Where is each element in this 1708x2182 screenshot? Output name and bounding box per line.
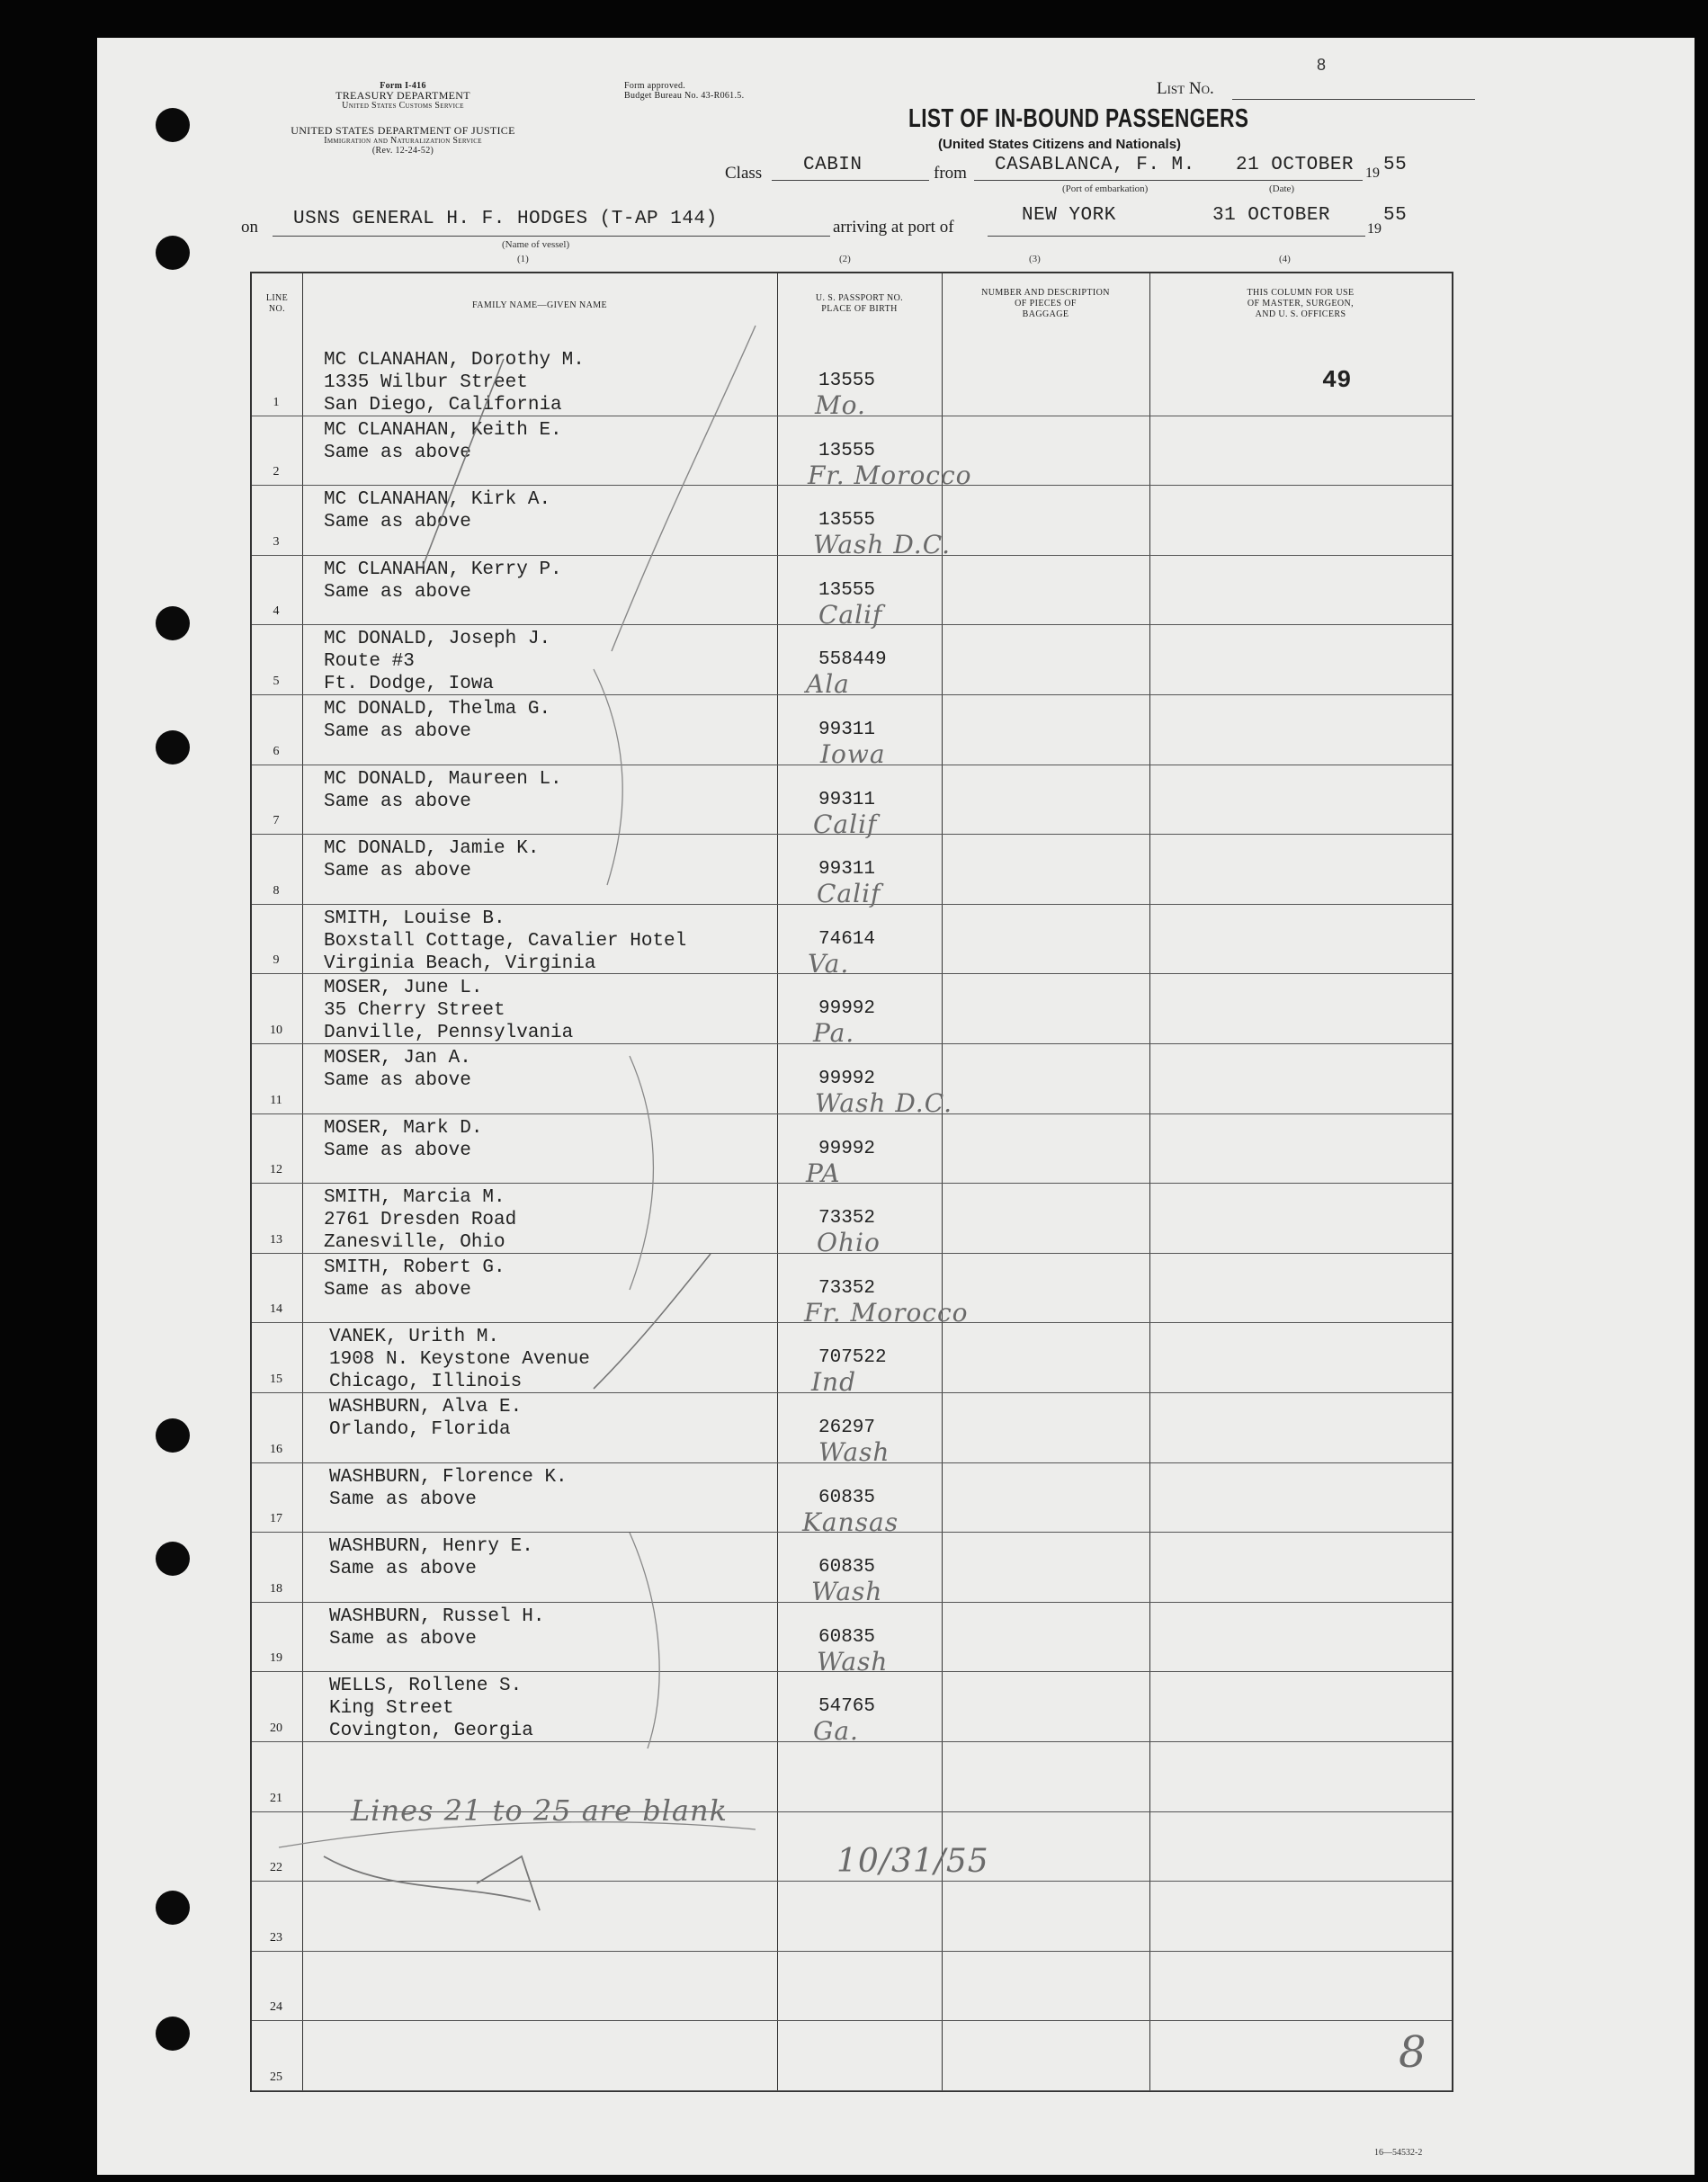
passport-number: 74614 [818, 928, 876, 950]
passenger-address: Same as above [324, 581, 471, 603]
passenger-address: Route #3 [324, 651, 415, 673]
place-of-birth: Wash D.C. [813, 530, 952, 560]
binder-hole [156, 730, 190, 765]
ins-service: Immigration and Naturalization Service [324, 136, 482, 146]
vessel-caption: (Name of vessel) [502, 239, 570, 250]
place-of-birth: Mo. [815, 390, 866, 420]
passenger-address: Same as above [324, 1140, 471, 1161]
passport-number: 13555 [818, 579, 876, 601]
passport-number: 26297 [818, 1417, 876, 1438]
passenger-name: MC CLANAHAN, Dorothy M. [324, 350, 585, 371]
budget-line: Budget Bureau No. 43-R061.5. [624, 91, 745, 101]
passenger-address: Same as above [329, 1489, 477, 1510]
passenger-name: MC DONALD, Joseph J. [324, 629, 551, 650]
passenger-address: Chicago, Illinois [329, 1372, 523, 1393]
passenger-address: Same as above [329, 1628, 477, 1650]
header-text: THIS COLUMN FOR USE [1247, 288, 1355, 298]
passenger-name: SMITH, Marcia M. [324, 1187, 505, 1209]
list-no-label: List No. [1157, 79, 1214, 98]
line-number: 19 [270, 1651, 282, 1666]
passenger-address: Boxstall Cottage, Cavalier Hotel [324, 930, 687, 952]
passenger-name: MOSER, Mark D. [324, 1117, 483, 1139]
print-code: 16—54532-2 [1374, 2148, 1423, 2158]
line-number: 15 [270, 1373, 282, 1386]
passenger-address: King Street [329, 1698, 454, 1720]
passenger-address: Orlando, Florida [329, 1419, 511, 1440]
arriving-label: arriving at port of [833, 218, 954, 237]
passport-number: 99311 [818, 859, 876, 881]
passenger-address: 1908 N. Keystone Avenue [329, 1349, 590, 1371]
line-number: 24 [270, 2000, 282, 2015]
line-number: 3 [273, 534, 280, 549]
pencil-marks [252, 273, 1452, 2090]
port-embarkation-caption: (Port of embarkation) [1062, 183, 1149, 194]
customs-service: United States Customs Service [342, 101, 464, 111]
passenger-address: Danville, Pennsylvania [324, 1023, 574, 1044]
passport-number: 54765 [818, 1696, 876, 1718]
binder-hole [156, 1891, 190, 1925]
justice-dept: UNITED STATES DEPARTMENT OF JUSTICE [291, 124, 515, 137]
line-number: 16 [270, 1442, 282, 1456]
passenger-address: Same as above [324, 512, 471, 533]
passport-number: 13555 [818, 371, 876, 391]
from-underline [974, 180, 1363, 181]
signature-date: 10/31/55 [836, 1843, 989, 1880]
place-of-birth: Ala [806, 669, 850, 700]
place-of-birth: Wash D.C. [815, 1088, 953, 1118]
line-number: 11 [270, 1093, 282, 1107]
passport-number: 13555 [818, 510, 876, 532]
passenger-name: MC DONALD, Thelma G. [324, 699, 551, 720]
place-of-birth: Fr. Morocco [808, 460, 972, 490]
passenger-name: MC CLANAHAN, Kirk A. [324, 489, 551, 511]
line-number: 5 [273, 675, 280, 688]
binder-hole [156, 1418, 190, 1453]
passenger-address: Same as above [329, 1559, 477, 1580]
binder-hole [156, 236, 190, 270]
header-text: BAGGAGE [1022, 309, 1069, 319]
passport-number: 707522 [818, 1347, 887, 1369]
passenger-address: 1335 Wilbur Street [324, 372, 528, 393]
place-of-birth: Va. [808, 948, 850, 979]
passenger-address: Same as above [324, 442, 471, 463]
embark-year-suffix: 55 [1383, 155, 1408, 175]
embarkation-port: CASABLANCA, F. M. [995, 155, 1195, 175]
passenger-name: WASHBURN, Henry E. [329, 1536, 533, 1558]
line-number: 9 [273, 953, 280, 968]
list-subtitle: (United States Citizens and Nationals) [938, 137, 1182, 152]
approval-block [624, 81, 744, 101]
place-of-birth: Fr. Morocco [804, 1297, 969, 1328]
line-number: 2 [273, 465, 280, 479]
passenger-address: Ft. Dodge, Iowa [324, 674, 495, 695]
col-num-1: (1) [517, 254, 529, 264]
binder-hole [156, 1542, 190, 1576]
passenger-address: Covington, Georgia [329, 1721, 533, 1742]
passport-number: 558449 [818, 649, 887, 671]
passenger-name: MC DONALD, Jamie K. [324, 838, 540, 860]
place-of-birth: Calif [817, 879, 881, 909]
binder-hole [156, 108, 190, 142]
header-text: PLACE OF BIRTH [821, 304, 898, 314]
passenger-address: Zanesville, Ohio [324, 1232, 505, 1254]
col-num-3: (3) [1029, 254, 1041, 264]
line-number: 7 [273, 814, 280, 828]
header-text: OF PIECES OF [1015, 299, 1077, 309]
place-of-birth: Wash [817, 1646, 889, 1677]
passenger-address: Same as above [324, 791, 471, 812]
passenger-name: MC CLANAHAN, Keith E. [324, 419, 562, 441]
header-text: LINE [265, 293, 289, 303]
passenger-name: MOSER, June L. [324, 978, 483, 999]
passenger-address: Same as above [324, 861, 471, 882]
corner-mark: 8 [1399, 2027, 1427, 2078]
line-number: 20 [270, 1721, 282, 1735]
passport-number: 13555 [818, 440, 876, 461]
binder-hole [156, 2017, 190, 2051]
passenger-address: Same as above [324, 1279, 471, 1301]
line-number: 8 [273, 883, 280, 898]
place-of-birth: Ga. [813, 1716, 859, 1747]
place-of-birth: Iowa [820, 739, 886, 769]
class-label: Class [725, 164, 763, 183]
passport-number: 73352 [818, 1277, 876, 1299]
place-of-birth: Wash [811, 1577, 883, 1607]
place-of-birth: Pa. [813, 1018, 855, 1049]
passenger-name: SMITH, Robert G. [324, 1256, 505, 1278]
on-label: on [241, 218, 258, 237]
arrival-year-suffix: 55 [1383, 205, 1408, 226]
passport-number: 73352 [818, 1208, 876, 1230]
line-number: 22 [270, 1861, 282, 1875]
passport-number: 99992 [818, 1069, 876, 1089]
embarkation-date: 21 OCTOBER [1236, 155, 1355, 175]
embark-year-prefix: 19 [1365, 165, 1380, 181]
passenger-name: WASHBURN, Alva E. [329, 1397, 523, 1417]
form-number: Form I-416 [380, 81, 426, 91]
passenger-address: San Diego, California [324, 395, 562, 416]
date-caption: (Date) [1269, 183, 1295, 194]
document-page [97, 38, 1695, 2175]
place-of-birth: Calif [813, 809, 878, 839]
treasury-dept: TREASURY DEPARTMENT [335, 89, 470, 102]
arrival-underline [988, 236, 1365, 237]
passenger-address: 2761 Dresden Road [324, 1210, 517, 1231]
line-number: 21 [270, 1791, 282, 1805]
passenger-name: WELLS, Rollene S. [329, 1676, 523, 1697]
place-of-birth: Kansas [802, 1507, 899, 1537]
place-of-birth: PA [806, 1158, 841, 1188]
place-of-birth: Ohio [817, 1228, 881, 1258]
class-value: CABIN [803, 155, 863, 175]
passenger-address: Same as above [324, 1070, 471, 1091]
passport-number: 99311 [818, 789, 876, 810]
line-number: 17 [270, 1512, 282, 1526]
passenger-name: MC DONALD, Maureen L. [324, 768, 562, 790]
line-number: 23 [270, 1930, 282, 1945]
passenger-address: 35 Cherry Street [324, 1000, 505, 1022]
passenger-table [250, 272, 1453, 2092]
passenger-address: Same as above [324, 721, 471, 742]
place-of-birth: Wash [818, 1437, 890, 1467]
class-underline [772, 180, 929, 181]
header-text: OF MASTER, SURGEON, [1247, 299, 1355, 309]
arrival-date: 31 OCTOBER [1212, 205, 1331, 226]
line-number: 1 [273, 395, 280, 409]
list-title: LIST OF IN-BOUND PASSENGERS [908, 104, 1249, 133]
place-of-birth: Ind [811, 1367, 857, 1398]
passenger-name: MC CLANAHAN, Kerry P. [324, 559, 562, 580]
header-text: U. S. PASSPORT NO. [815, 293, 904, 303]
vessel-underline [273, 236, 830, 237]
line-number: 18 [270, 1581, 282, 1596]
line-number: 25 [270, 2070, 282, 2084]
header-text: NUMBER AND DESCRIPTION [981, 288, 1110, 298]
dept-block [232, 126, 574, 156]
row-separator [252, 2090, 1452, 2091]
form-revision: (Rev. 12-24-52) [371, 146, 434, 156]
place-of-birth: Calif [818, 599, 883, 630]
passport-number: 99311 [818, 720, 876, 740]
passenger-address: Virginia Beach, Virginia [324, 952, 596, 974]
passport-number: 99992 [818, 998, 876, 1020]
officer-note: 49 [1322, 368, 1352, 395]
line-number: 4 [273, 604, 280, 619]
line-number: 13 [270, 1232, 282, 1247]
header-text: FAMILY NAME—GIVEN NAME [471, 300, 607, 310]
col-num-4: (4) [1279, 254, 1291, 264]
line-number: 14 [270, 1302, 282, 1317]
passport-number: 60835 [818, 1626, 876, 1648]
line-number: 12 [270, 1163, 282, 1177]
arrival-year-prefix: 19 [1367, 221, 1382, 237]
list-no-underline [1232, 99, 1475, 100]
passport-number: 99992 [818, 1138, 876, 1159]
passenger-name: WASHBURN, Florence K. [329, 1466, 568, 1488]
from-label: from [934, 164, 967, 183]
header-text: AND U. S. OFFICERS [1255, 309, 1346, 319]
passport-number: 60835 [818, 1557, 876, 1578]
passenger-name: MOSER, Jan A. [324, 1048, 471, 1069]
header-text: NO. [268, 304, 286, 314]
passenger-name: SMITH, Louise B. [324, 908, 505, 929]
passport-number: 60835 [818, 1487, 876, 1508]
col-num-2: (2) [839, 254, 851, 264]
vessel-name: USNS GENERAL H. F. HODGES (T-AP 144) [293, 209, 718, 229]
approval-line: Form approved. [624, 81, 686, 91]
arrival-port: NEW YORK [1022, 205, 1116, 226]
closing-note: Lines 21 to 25 are blank [351, 1793, 728, 1828]
passenger-name: WASHBURN, Russel H. [329, 1605, 545, 1627]
line-number: 6 [273, 744, 280, 758]
form-id-block [291, 81, 515, 111]
list-no-value: 8 [1317, 56, 1327, 74]
line-number: 10 [270, 1024, 282, 1037]
binder-hole [156, 606, 190, 640]
passenger-name: VANEK, Urith M. [329, 1327, 500, 1348]
